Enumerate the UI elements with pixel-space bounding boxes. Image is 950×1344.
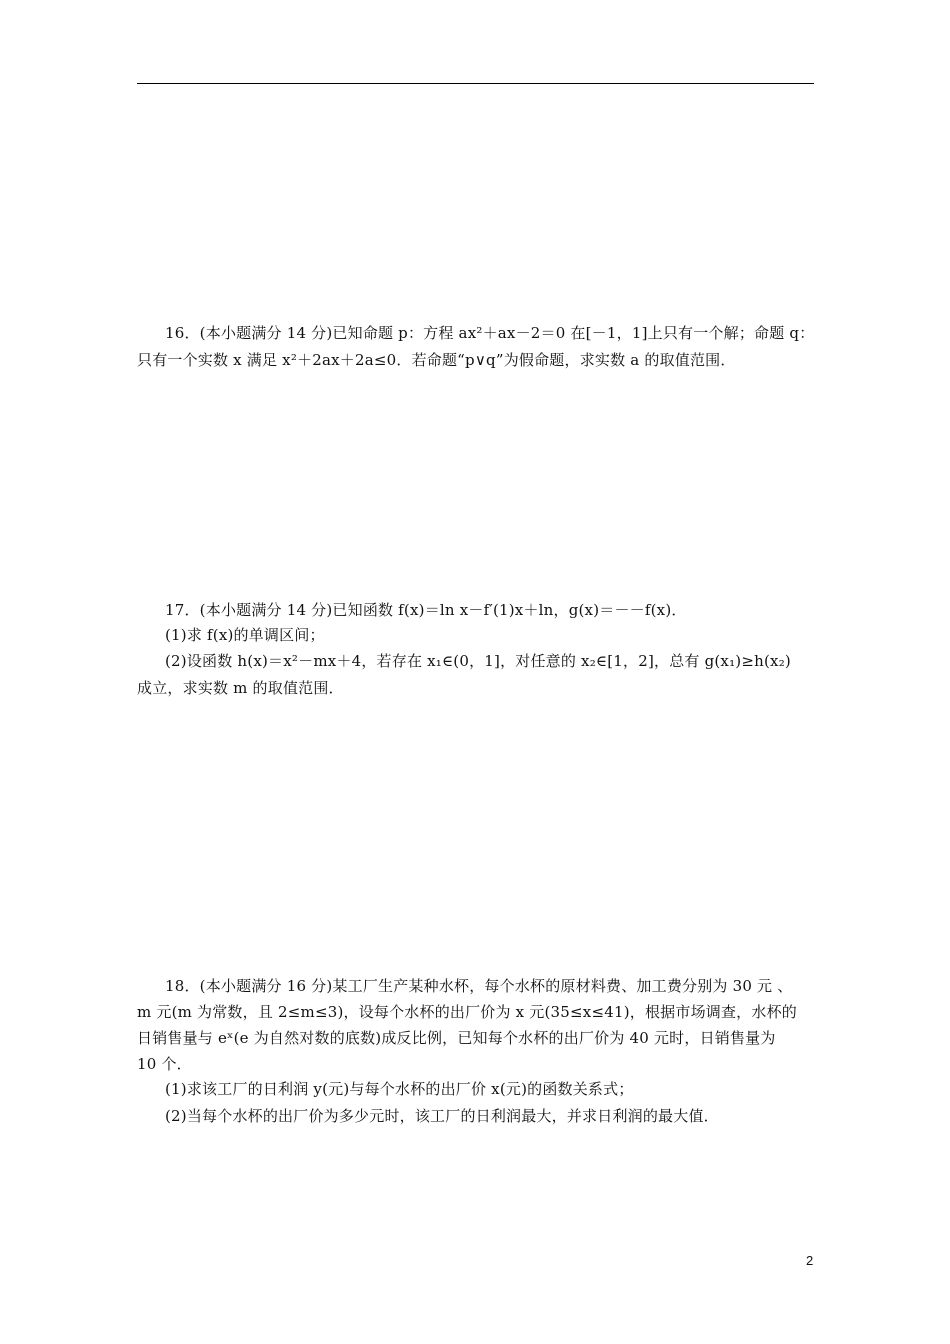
problem-18-line-3: 日销售量与 eˣ(e 为自然对数的底数)成反比例，已知每个水杯的出厂价为 40 元时，日销售量为 bbox=[137, 1029, 776, 1047]
problem-18-line-5: (1)求该工厂的日利润 y(元)与每个水杯的出厂价 x(元)的函数关系式； bbox=[165, 1080, 634, 1098]
problem-16-line-2: 只有一个实数 x 满足 x²＋2ax＋2a≤0．若命题“p∨q”为假命题，求实数 a 的取值范围． bbox=[137, 351, 736, 369]
problem-18-line-6: (2)当每个水杯的出厂价为多少元时，该工厂的日利润最大，并求日利润的最大值． bbox=[165, 1107, 719, 1125]
problem-17-line-3: (2)设函数 h(x)＝x²－mx＋4，若存在 x₁∈(0，1]，对任意的 x₂∈[1，2]，总有 g(x₁)≥h(x₂) bbox=[165, 652, 791, 670]
page-number: 2 bbox=[806, 1253, 814, 1268]
problem-17-line-1: 17．(本小题满分 14 分)已知函数 f(x)＝ln x－f′(1)x＋ln，g(x)＝－－f(x)． bbox=[165, 601, 687, 619]
problem-17-line-2: (1)求 f(x)的单调区间； bbox=[165, 626, 325, 644]
header-rule bbox=[137, 83, 814, 84]
problem-18-line-2: m 元(m 为常数，且 2≤m≤3)，设每个水杯的出厂价为 x 元(35≤x≤41)，根据市场调查，水杯的 bbox=[137, 1003, 797, 1021]
problem-17-line-4: 成立，求实数 m 的取值范围． bbox=[137, 679, 344, 697]
problem-18-line-1: 18．(本小题满分 16 分)某工厂生产某种水杯，每个水杯的原材料费、加工费分别为 30 元 、 bbox=[165, 977, 793, 995]
problem-18-line-4: 10 个． bbox=[137, 1055, 192, 1073]
problem-16-line-1: 16．(本小题满分 14 分)已知命题 p：方程 ax²＋ax－2＝0 在[－1，1]上只有一个解；命题 q： bbox=[165, 324, 815, 342]
